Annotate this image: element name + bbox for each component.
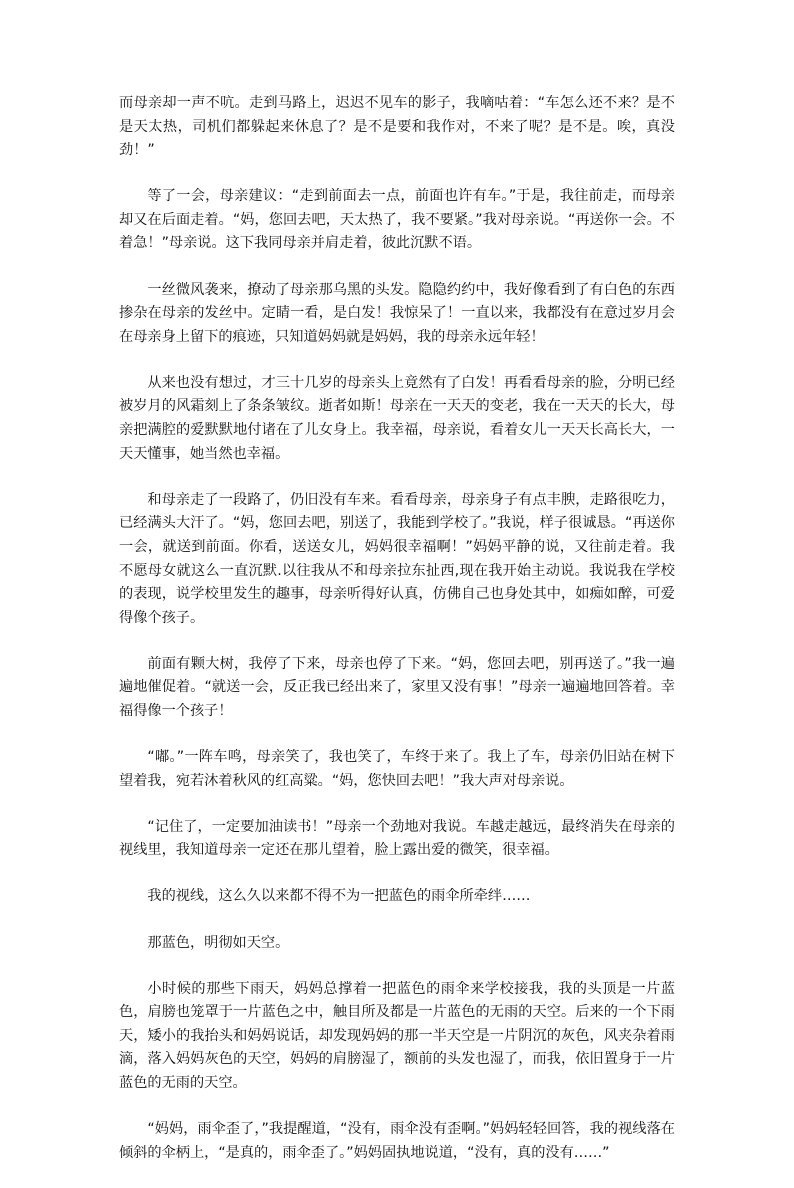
paragraph-3: 一丝微风袭来，撩动了母亲那乌黑的头发。隐隐约约中，我好像看到了有白色的东西掺杂在母亲的发丝中。定睛一看，是白发！我惊呆了！一直以来，我都没有在意过岁月会在母亲身上留下的痕迹，只知道妈妈就是妈妈，我的母亲永远年轻！ — [119, 281, 675, 345]
paragraph-4: 从来也没有想过，才三十几岁的母亲头上竟然有了白发！再看看母亲的脸，分明已经被岁月的风霜刻上了条条皱纹。逝者如斯！母亲在一天天的变老，我在一天天的长大，母亲把满腔的爱默默地付诸在了儿女身上。我幸福，母亲说，看着女儿一天天长高长大，一天天懂事，她当然也幸福。 — [119, 374, 675, 462]
paragraph-9: 我的视线，这么久以来都不得不为一把蓝色的雨伞所牵绊…… — [147, 888, 531, 905]
paragraph-11: 小时候的那些下雨天，妈妈总撑着一把蓝色的雨伞来学校接我，我的头顶是一片蓝色，肩膀也笼罩于一片蓝色之中，触目所及都是一片蓝色的无雨的天空。后来的一个下雨天，矮小的我抬头和妈妈说话，却发现妈妈的那一半天空是一片阴沉的灰色，风夹杂着雨滴，落入妈妈灰色的天空，妈妈的肩膀湿了，额前的头发也湿了，而我，依旧置身于一片蓝色的无雨的天空。 — [119, 980, 675, 1091]
paragraph-2: 等了一会，母亲建议：“走到前面去一点，前面也许有车。”于是，我往前走，而母亲却又在后面走着。“妈，您回去吧，天太热了，我不要紧。”我对母亲说。“再送你一会。不着急！”母亲说。这下我同母亲并肩走着，彼此沉默不语。 — [119, 188, 675, 252]
paragraph-7: “嘟。”一阵车鸣，母亲笑了，我也笑了，车终于来了。我上了车，母亲仍旧站在树下望着我，宛若沐着秋风的红高粱。“妈，您快回去吧！”我大声对母亲说。 — [119, 749, 675, 789]
document-body — [119, 92, 675, 1188]
paragraph-6: 前面有颗大树，我停了下来，母亲也停了下来。“妈，您回去吧，别再送了。”我一遍遍地催促着。“就送一会，反正我已经出来了，家里又没有事！”母亲一遍遍地回答着。幸福得像一个孩子！ — [119, 655, 675, 719]
paragraph-1: 而母亲却一声不吭。走到马路上，迟迟不见车的影子，我嘀咕着：“车怎么还不来？是不是天太热，司机们都躲起来休息了？是不是要和我作对，不来了呢？是不是。唉，真没劲！” — [119, 95, 675, 159]
paragraph-10: 那蓝色，明彻如天空。 — [147, 934, 290, 951]
paragraph-12: “妈妈，雨伞歪了，”我提醒道，“没有，雨伞没有歪啊。”妈妈轻轻回答，我的视线落在倾斜的伞柄上，“是真的，雨伞歪了。”妈妈固执地说道，“没有，真的没有……” — [119, 1121, 675, 1161]
paragraph-5: 和母亲走了一段路了，仍旧没有车来。看看母亲，母亲身子有点丰腴，走路很吃力，已经满头大汗了。“妈，您回去吧，别送了，我能到学校了。”我说，样子很诚恳。“再送你一会，就送到前面。你看，送送女儿，妈妈很幸福啊！”妈妈平静的说，又往前走着。我不愿母女就这么一直沉默.以往我从不和母亲拉东扯西,现在我开始主动说。我说我在学校的表现，说学校里发生的趣事，母亲听得好认真，仿佛自己也身处其中，如痴如醉，可爱得像个孩子。 — [119, 491, 675, 626]
paragraph-8: “记住了，一定要加油读书！”母亲一个劲地对我说。车越走越远，最终消失在母亲的视线里，我知道母亲一定还在那儿望着，脸上露出爱的微笑，很幸福。 — [119, 818, 675, 859]
